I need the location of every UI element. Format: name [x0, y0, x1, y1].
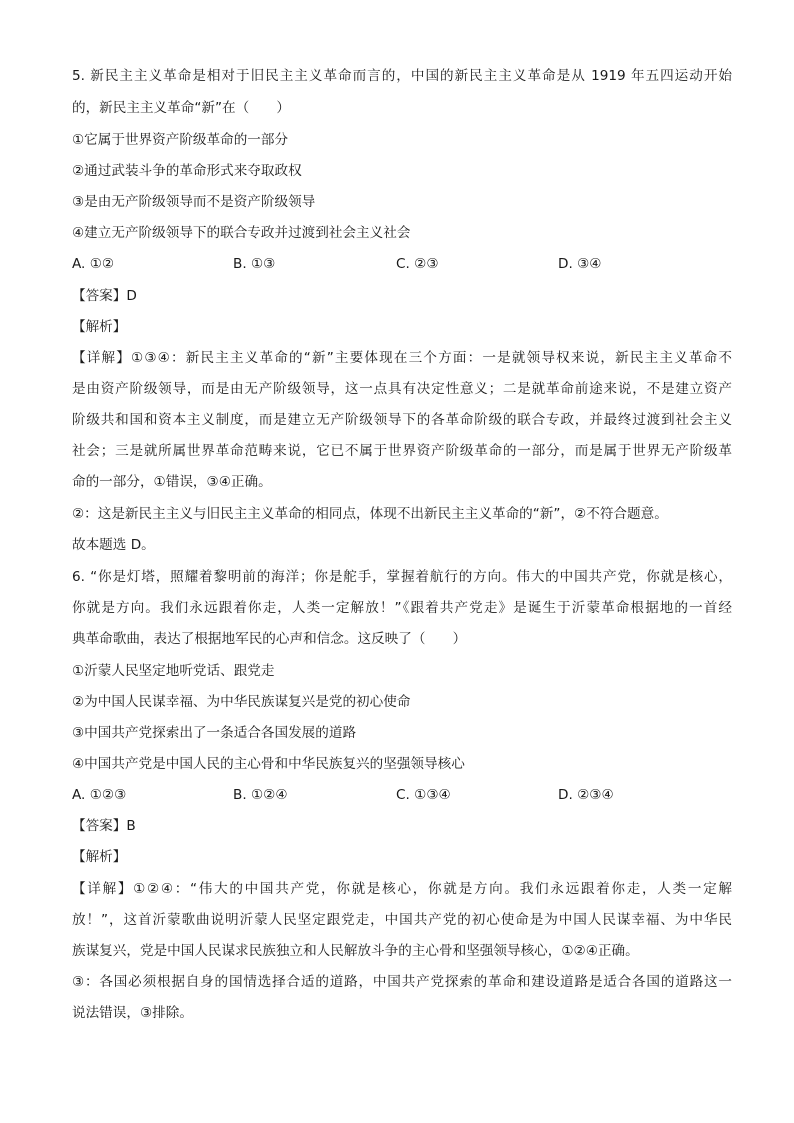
q6-option-d: D. ②③④ [558, 787, 614, 803]
q5-analysis-label: 【解析】 [72, 319, 127, 335]
q5-detail-line-2: 是由资产阶级领导，而是由无产阶级领导，这一点具有决定性意义；二是就革命前途来说，不是建立资产 [72, 381, 732, 397]
q6-stem-line-1: 6. “你是灯塔，照耀着黎明前的海洋；你是舵手，掌握着航行的方向。伟大的中国共产党，你就是核心， [72, 569, 732, 585]
q5-detail-line-1 [72, 348, 732, 368]
q6-detail-line-3: 族谋复兴，党是中国人民谋求民族独立和人民解放斗争的主心骨和坚强领导核心，①②④正确。 [72, 943, 639, 959]
q6-option-a: A. ①②③ [72, 787, 127, 803]
detail-text: ①②④：“伟大的中国共产党，你就是核心，你就是方向。我们永远跟着你走，人类一定解 [133, 881, 732, 897]
q6-note-line-2: 说法错误，③排除。 [72, 1005, 193, 1021]
q6-item-2: ②为中国人民谋幸福、为中华民族谋复兴是党的初心使命 [72, 694, 411, 710]
q5-item-1: ①它属于世界资产阶级革命的一部分 [72, 132, 289, 148]
q5-note: ②：这是新民主主义与旧民主主义革命的相同点，体现不出新民主主义革命的“新”，②不符合题意。 [72, 506, 668, 522]
q6-item-4: ④中国共产党是中国人民的主心骨和中华民族复兴的坚强领导核心 [72, 756, 465, 772]
q5-stem-line-1: 5. 新民主主义革命是相对于旧民主主义革命而言的，中国的新民主主义革命是从 1919 年五四运动开始 [72, 68, 732, 84]
q5-option-a: A. ①② [72, 256, 115, 272]
q5-option-d: D. ③④ [558, 256, 602, 272]
q6-option-b: B. ①②④ [233, 787, 288, 803]
q5-detail-line-3: 阶级共和国和资本主义制度，而是建立无产阶级领导下的各革命阶级的联合专政，并最终过渡到社会主义 [72, 412, 732, 428]
q5-option-c: C. ②③ [396, 256, 439, 272]
q6-detail-line-1 [72, 879, 732, 899]
q6-answer [72, 816, 732, 836]
q6-option-c: C. ①③④ [396, 787, 451, 803]
q6-item-1: ①沂蒙人民坚定地听党话、跟党走 [72, 663, 275, 679]
q6-stem-line-2: 你就是方向。我们永远跟着你走，人类一定解放！”《跟着共产党走》是诞生于沂蒙革命根据地的一首经 [72, 600, 732, 616]
q6-note-line-1: ③：各国必须根据自身的国情选择合适的道路，中国共产党探索的革命和建设道路是适合各国的道路这一 [72, 974, 732, 990]
q6-detail-line-2: 放！”，这首沂蒙歌曲说明沂蒙人民坚定跟党走，中国共产党的初心使命是为中国人民谋幸福、为中华民 [72, 912, 732, 928]
q5-detail-line-4: 社会；三是就所属世界革命范畴来说，它已不属于世界资产阶级革命的一部分，而是属于世界无产阶级革 [72, 443, 732, 459]
q5-conclusion: 故本题选 D。 [72, 537, 155, 553]
detail-label: 【详解】 [72, 881, 134, 897]
q5-item-4: ④建立无产阶级领导下的联合专政并过渡到社会主义社会 [72, 225, 411, 241]
q5-detail-line-5: 命的一部分，①错误，③④正确。 [72, 474, 272, 490]
q5-option-b: B. ①③ [233, 256, 276, 272]
answer-value: D [126, 288, 137, 304]
q6-stem-line-3: 典革命歌曲，表达了根据地军民的心声和信念。这反映了（ ） [72, 631, 467, 647]
answer-label: 【答案】 [72, 288, 127, 304]
q5-item-2: ②通过武装斗争的革命形式来夺取政权 [72, 163, 302, 179]
answer-label: 【答案】 [72, 818, 127, 834]
detail-label: 【详解】 [72, 350, 131, 366]
detail-text: ①③④：新民主主义革命的“新”主要体现在三个方面：一是就领导权来说，新民主主义革命不 [131, 350, 732, 366]
q6-item-3: ③中国共产党探索出了一条适合各国发展的道路 [72, 725, 357, 741]
q5-answer [72, 286, 732, 306]
q5-item-3: ③是由无产阶级领导而不是资产阶级领导 [72, 194, 316, 210]
q5-stem-line-2: 的，新民主主义革命“新”在（ ） [72, 100, 290, 116]
answer-value: B [126, 818, 136, 834]
q6-analysis-label: 【解析】 [72, 849, 127, 865]
